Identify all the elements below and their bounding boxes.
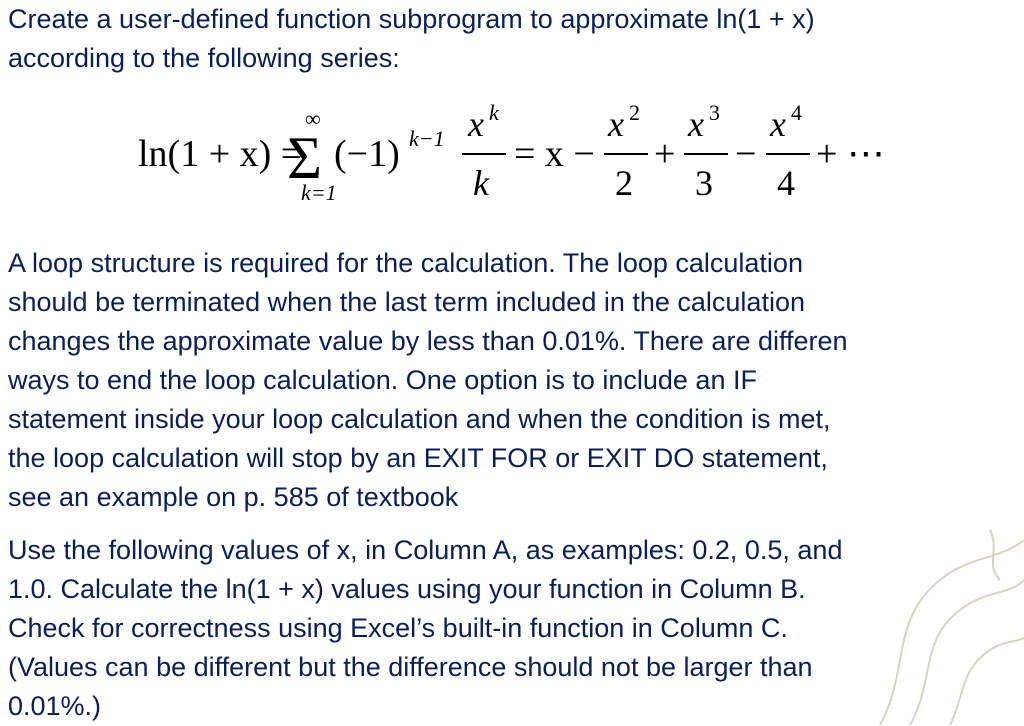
t4-numerator: x (770, 104, 786, 144)
loop-paragraph (8, 244, 848, 517)
intro-paragraph (8, 0, 815, 78)
equals-x-minus: = x − (514, 133, 595, 175)
t2-denominator: 2 (615, 163, 633, 203)
plus-sign: + (654, 133, 676, 175)
text-line: see an example on p. 585 of textbook (8, 482, 459, 512)
t4-denominator: 4 (777, 163, 795, 203)
text-line: 0.01%.) (8, 691, 102, 721)
t2-numerator: x (608, 104, 624, 144)
instructions-paragraph (8, 531, 842, 726)
text-line: 1.0. Calculate the ln(1 + x) values using your function in Column B. (8, 574, 806, 604)
t3-numerator: x (688, 104, 704, 144)
plus-ellipsis: + ⋯ (816, 133, 885, 175)
series-formula (0, 96, 1024, 208)
text-line: (Values can be different but the difference should not be larger than (8, 652, 813, 682)
decorative-watermark (850, 520, 1024, 725)
text-line: changes the approximate value by less than 0.01%. There are differen (8, 326, 848, 356)
t3-numerator-exponent: 3 (709, 100, 720, 125)
minus-sign: − (735, 133, 757, 175)
text-line: ways to end the loop calculation. One option is to include an IF (8, 365, 757, 395)
term-denominator: k (473, 163, 489, 203)
term-numerator: x (468, 104, 484, 144)
sum-lower-limit: k=1 (301, 180, 337, 205)
text-line: should be terminated when the last term included in the calculation (8, 287, 805, 317)
text-line: A loop structure is required for the calculation. The loop calculation (8, 248, 803, 278)
t2-numerator-exponent: 2 (629, 100, 640, 125)
text-line: the loop calculation will stop by an EXIT FOR or EXIT DO statement, (8, 443, 828, 473)
sigma-symbol: Σ (287, 125, 322, 191)
term-numerator-exponent: k (489, 100, 499, 125)
t4-numerator-exponent: 4 (791, 100, 802, 125)
sign-exponent: k−1 (409, 126, 445, 151)
text-line: statement inside your loop calculation and when the condition is met, (8, 404, 831, 434)
text-line: according to the following series: (8, 43, 400, 73)
text-line: Check for correctness using Excel’s built-in function in Column C. (8, 613, 788, 643)
text-line: Use the following values of x, in Column A, as examples: 0.2, 0.5, and (8, 535, 843, 565)
text-line: Create a user-defined function subprogram to approximate ln(1 + x) (8, 4, 815, 34)
formula-lhs: ln(1 + x) = (138, 133, 303, 175)
sign-base: (−1) (334, 133, 400, 175)
sum-upper-limit: ∞ (305, 106, 321, 131)
t3-denominator: 3 (695, 163, 713, 203)
